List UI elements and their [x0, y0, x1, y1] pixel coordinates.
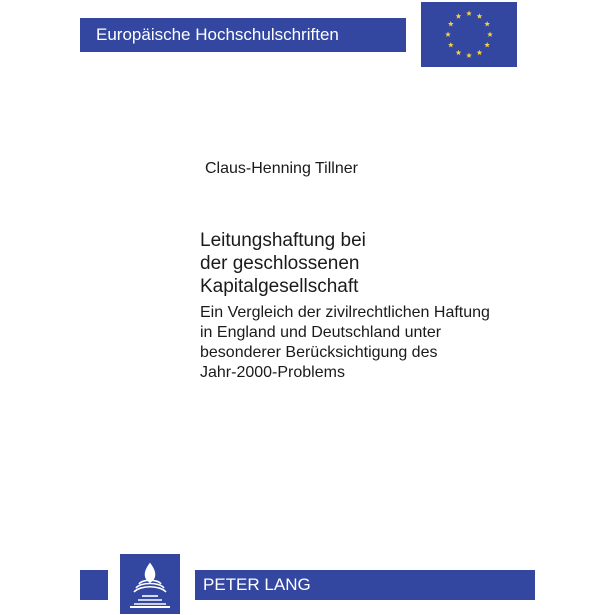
flag-star-icon — [448, 42, 454, 47]
decorative-square — [80, 570, 108, 600]
subtitle-line: in England und Deutschland unter — [200, 324, 442, 341]
flag-star-icon — [456, 13, 462, 18]
flag-star-icon — [466, 53, 472, 58]
flag-star-icon — [445, 32, 451, 37]
flag-star-icon — [448, 21, 454, 26]
flag-star-icon — [456, 50, 462, 55]
title-line: Leitungshaftung bei — [200, 230, 366, 251]
author-name: Claus-Henning Tillner — [205, 160, 358, 177]
flag-star-icon — [487, 32, 493, 37]
subtitle-line: Jahr-2000-Problems — [200, 364, 345, 381]
title-line: Kapitalgesellschaft — [200, 276, 359, 297]
flag-star-icon — [477, 50, 483, 55]
flag-star-icon — [484, 42, 490, 47]
flag-star-icon — [477, 13, 483, 18]
book-subtitle — [200, 303, 490, 383]
subtitle-line: Ein Vergleich der zivilrechtlichen Haftung — [200, 304, 490, 321]
publisher-banner — [195, 570, 535, 600]
series-banner — [80, 18, 406, 52]
flag-star-icon — [484, 21, 490, 26]
book-title — [200, 229, 366, 298]
publisher-name: PETER LANG — [203, 575, 311, 594]
series-title: Europäische Hochschulschriften — [96, 25, 339, 44]
eu-flag-icon — [421, 2, 517, 67]
subtitle-line: besonderer Berücksichtigung des — [200, 344, 438, 361]
flag-star-icon — [466, 11, 472, 16]
title-line: der geschlossenen — [200, 253, 360, 274]
peter-lang-logo-icon — [120, 554, 180, 614]
